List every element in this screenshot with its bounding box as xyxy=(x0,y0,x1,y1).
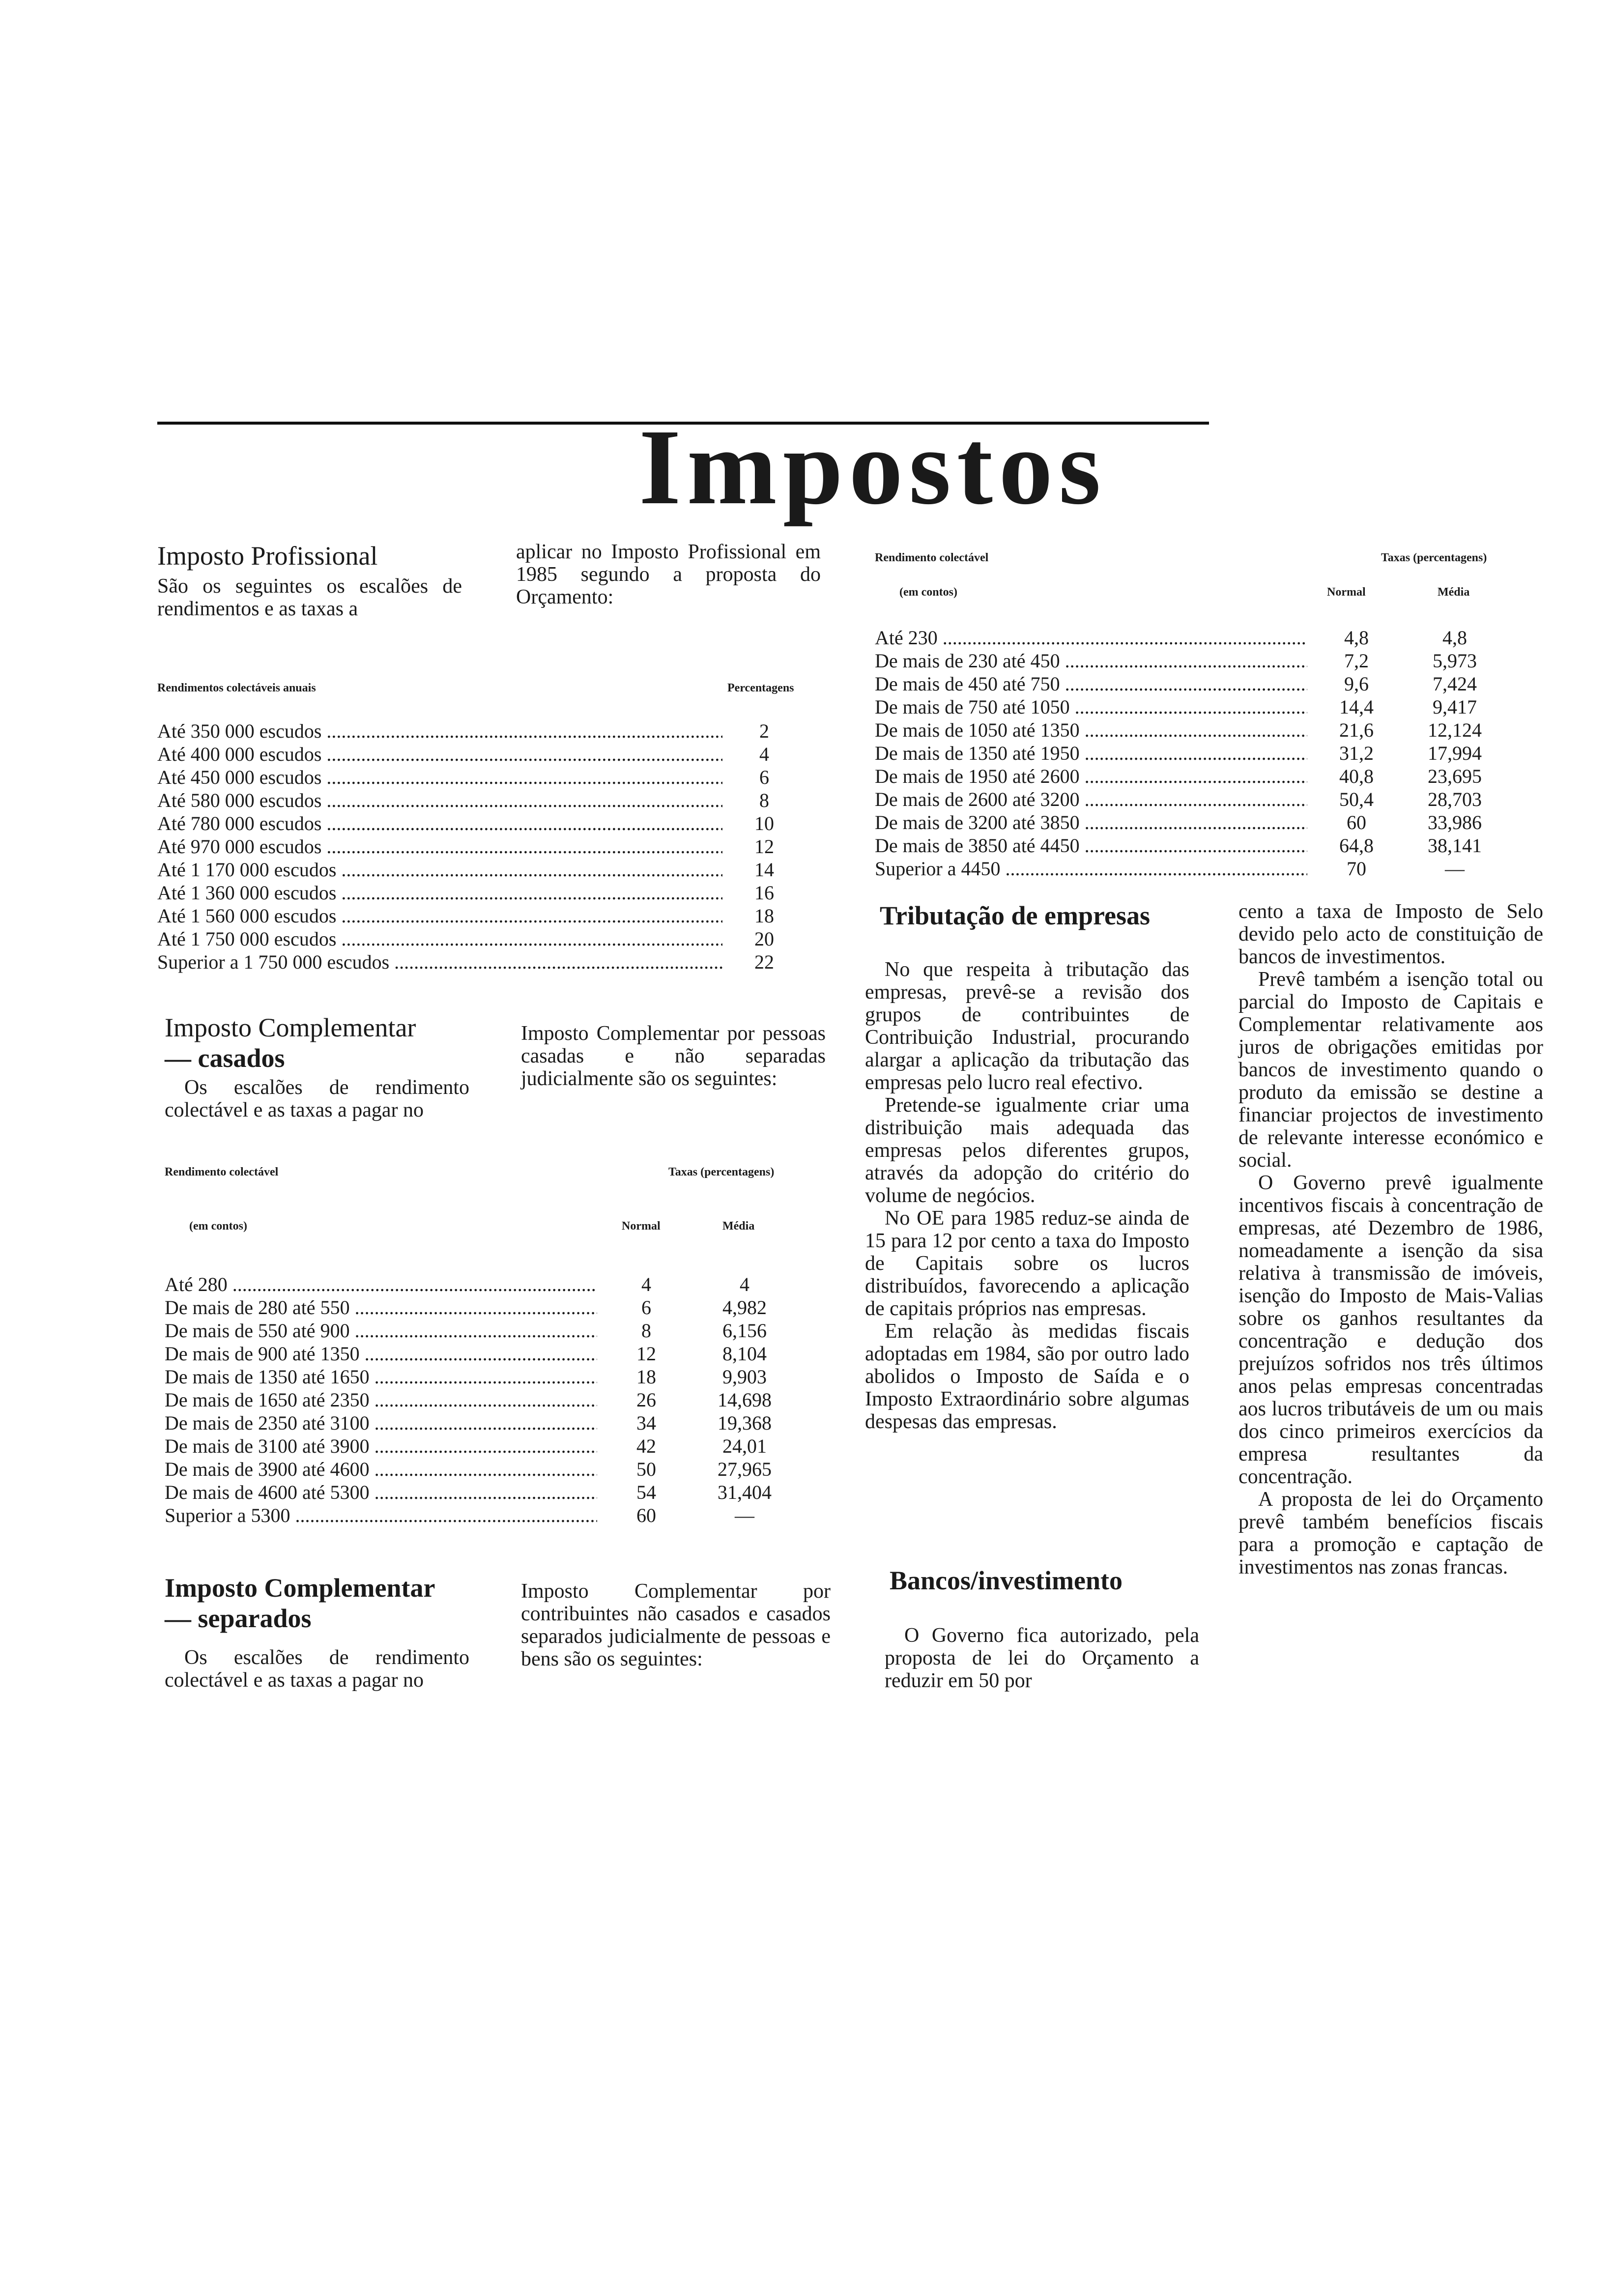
casados-row-media: 27,965 xyxy=(718,1458,772,1480)
profissional-row-value: 8 xyxy=(759,789,769,811)
tabela3-row-normal: 31,2 xyxy=(1339,742,1374,764)
casados-row-media: 9,903 xyxy=(722,1366,767,1388)
casados-row xyxy=(165,1388,813,1411)
tabela3-row-label: Até 230 ..... xyxy=(875,626,1307,649)
tabela3-row-normal: 60 xyxy=(1347,811,1366,833)
col4-text xyxy=(1238,900,1543,1578)
tabela3-row-normal: 64,8 xyxy=(1339,834,1374,857)
empresas-p3: No OE para 1985 reduz-se ainda de 15 para 12 por cento a taxa do Imposto de Capitais sobre os lucros distribuídos, favorecendo a aplicação de capitais próprios nas empresas. xyxy=(865,1207,1189,1320)
profissional-intro-right: aplicar no Imposto Profissional em 1985 segundo a proposta do Orçamento: xyxy=(516,541,821,608)
tabela3-row-normal: 70 xyxy=(1347,858,1366,880)
casados-row-label: De mais de 2350 até 3100 ..... xyxy=(165,1411,597,1435)
tabela3-row-media: 12,124 xyxy=(1428,719,1482,741)
tabela3-col-media: Média xyxy=(1438,586,1470,599)
casados-row-label: De mais de 280 até 550 ..... xyxy=(165,1296,597,1319)
casados-row-media: 31,404 xyxy=(718,1481,772,1503)
separados-title-1: Imposto Complementar xyxy=(165,1573,435,1603)
casados-row xyxy=(165,1342,813,1365)
bancos-title: Bancos/investimento xyxy=(890,1566,1123,1595)
casados-row-normal: 34 xyxy=(636,1412,656,1434)
tabela3-row-normal: 4,8 xyxy=(1344,627,1369,649)
casados-intro-left: Os escalões de rendimento colectável e as taxas a pagar no xyxy=(165,1076,469,1121)
tabela3-row-label: Superior a 4450 ..... xyxy=(875,857,1307,880)
casados-row-label: De mais de 4600 até 5300 ..... xyxy=(165,1481,597,1504)
col4-p2: Prevê também a isenção total ou parcial do Imposto de Capitais e Complementar relativamente aos juros de obrigações emitidas por bancos de investimento quando o produto da emissão se destine a financiar projectos de investimento de relevante interesse económico e social. xyxy=(1238,968,1543,1172)
tabela3-row xyxy=(875,695,1504,718)
profissional-row-value: 20 xyxy=(754,928,774,950)
tabela3-row xyxy=(875,857,1504,880)
casados-row-media: 8,104 xyxy=(722,1343,767,1365)
profissional-row xyxy=(157,743,816,766)
casados-row-normal: 12 xyxy=(636,1343,656,1365)
tabela3-col-normal: Normal xyxy=(1327,586,1366,599)
tabela3-row-media: — xyxy=(1445,858,1465,880)
tabela3-row-media: 4,8 xyxy=(1442,627,1467,649)
tabela3-row-label: De mais de 3850 até 4450 ..... xyxy=(875,834,1307,857)
tabela3-row-label: De mais de 450 até 750 ..... xyxy=(875,672,1307,695)
profissional-row-value: 10 xyxy=(754,812,774,834)
casados-row-normal: 26 xyxy=(636,1389,656,1411)
bancos-p1: O Governo fica autorizado, pela proposta de lei do Orçamento a reduzir em 50 por xyxy=(885,1624,1199,1692)
casados-row-media: 24,01 xyxy=(722,1435,767,1457)
tabela3-row xyxy=(875,626,1504,649)
profissional-title: Imposto Profissional xyxy=(157,541,378,571)
casados-row xyxy=(165,1296,813,1319)
casados-row-media: 4 xyxy=(740,1273,749,1295)
casados-row-media: 19,368 xyxy=(718,1412,772,1434)
profissional-row-label: Até 1 360 000 escudos ..... xyxy=(157,881,722,904)
casados-row-normal: 4 xyxy=(641,1273,651,1295)
tabela3-row-media: 33,986 xyxy=(1428,811,1482,833)
profissional-row-label: Até 780 000 escudos ..... xyxy=(157,812,722,835)
casados-row-media: 14,698 xyxy=(718,1389,772,1411)
profissional-row-label: Até 970 000 escudos ..... xyxy=(157,835,722,858)
casados-row-label: De mais de 3100 até 3900 ..... xyxy=(165,1435,597,1458)
tabela3-row-normal: 40,8 xyxy=(1339,765,1374,787)
tabela3-row-label: De mais de 2600 até 3200 ..... xyxy=(875,788,1307,811)
tabela3-row-label: De mais de 3200 até 3850 ..... xyxy=(875,811,1307,834)
tabela3-row-media: 5,973 xyxy=(1433,650,1477,672)
masthead-title: Impostos xyxy=(639,407,1107,527)
tabela3-row-normal: 50,4 xyxy=(1339,788,1374,810)
tabela3-row xyxy=(875,811,1504,834)
tabela3-row-normal: 7,2 xyxy=(1344,650,1369,672)
col4-p1: cento a taxa de Imposto de Selo devido pelo acto de constituição de bancos de investimentos. xyxy=(1238,900,1543,968)
casados-title-1: Imposto Complementar xyxy=(165,1013,416,1042)
profissional-row-label: Até 350 000 escudos ..... xyxy=(157,719,722,743)
casados-row-normal: 60 xyxy=(636,1504,656,1526)
casados-row xyxy=(165,1435,813,1458)
profissional-row-value: 12 xyxy=(754,835,774,858)
separados-intro-right: Imposto Complementar por contribuintes não casados e casados separados judicialmente de pessoas e bens são os seguintes: xyxy=(521,1580,831,1670)
col4-p4: A proposta de lei do Orçamento prevê também benefícios fiscais para a promoção e captação de investimentos nas zonas francas. xyxy=(1238,1488,1543,1578)
casados-row-label: De mais de 1350 até 1650 ..... xyxy=(165,1365,597,1388)
casados-row-normal: 42 xyxy=(636,1435,656,1457)
tabela3-row-label: De mais de 1950 até 2600 ..... xyxy=(875,765,1307,788)
tabela3-row xyxy=(875,788,1504,811)
casados-row xyxy=(165,1458,813,1481)
tabela3-row xyxy=(875,834,1504,857)
tabela3-row-label: De mais de 750 até 1050 ..... xyxy=(875,695,1307,718)
casados-row xyxy=(165,1481,813,1504)
tabela3-row xyxy=(875,672,1504,695)
casados-row-normal: 18 xyxy=(636,1366,656,1388)
profissional-row-value: 22 xyxy=(754,951,774,973)
tabela3-row xyxy=(875,742,1504,765)
casados-intro-right: Imposto Complementar por pessoas casadas e não separadas judicialmente são os seguintes: xyxy=(521,1022,826,1090)
tabela3-col-taxas: Taxas (percentagens) xyxy=(1381,551,1487,564)
col4-p3: O Governo prevê igualmente incentivos fiscais à concentração de empresas, até Dezembro de 1986, nomeadamente a isenção da sisa relativa à transmissão de imóveis, isenção do Imposto de Mais-Valias sobre os ganhos resultantes da concentração e dedução dos prejuízos sofridos nos três últimos anos pelas empresas concentradas aos lucros tributáveis de um ou mais dos cinco primeiros exercícios da empresa resultantes da concentração. xyxy=(1238,1172,1543,1488)
tabela3-row xyxy=(875,765,1504,788)
tabela3-row-normal: 21,6 xyxy=(1339,719,1374,741)
profissional-row xyxy=(157,719,816,743)
casados-title-2: — casados xyxy=(165,1043,285,1073)
tabela3-row-media: 23,695 xyxy=(1428,765,1482,787)
profissional-row xyxy=(157,927,816,950)
profissional-row xyxy=(157,904,816,927)
profissional-row xyxy=(157,789,816,812)
profissional-table xyxy=(157,719,816,974)
tabela3-row-media: 38,141 xyxy=(1428,834,1482,857)
casados-row-label: De mais de 3900 até 4600 ..... xyxy=(165,1458,597,1481)
empresas-p4: Em relação às medidas fiscais adoptadas em 1984, são por outro lado abolidos o Imposto de Saída e o Imposto Extraordinário sobre algumas despesas das empresas. xyxy=(865,1320,1189,1433)
casados-table xyxy=(165,1273,813,1527)
profissional-row-value: 18 xyxy=(754,905,774,927)
profissional-row-label: Até 1 750 000 escudos ..... xyxy=(157,927,722,950)
casados-row xyxy=(165,1504,813,1527)
profissional-row-value: 4 xyxy=(759,743,769,765)
profissional-row-label: Até 400 000 escudos ..... xyxy=(157,743,722,766)
tabela3-table xyxy=(875,626,1504,880)
casados-row-normal: 50 xyxy=(636,1458,656,1480)
tabela3-row-normal: 14,4 xyxy=(1339,696,1374,718)
casados-row-label: Até 280 ..... xyxy=(165,1273,597,1296)
profissional-row xyxy=(157,766,816,789)
profissional-row-label: Até 1 560 000 escudos ..... xyxy=(157,904,722,927)
separados-title-2: — separados xyxy=(165,1604,312,1633)
casados-col-media: Média xyxy=(722,1220,755,1233)
tabela3-row-label: De mais de 1350 até 1950 ..... xyxy=(875,742,1307,765)
profissional-row-value: 2 xyxy=(759,720,769,742)
casados-row xyxy=(165,1411,813,1435)
profissional-row-label: Até 450 000 escudos ..... xyxy=(157,766,722,789)
casados-row-normal: 54 xyxy=(636,1481,656,1503)
casados-row-normal: 6 xyxy=(641,1296,651,1319)
profissional-row xyxy=(157,858,816,881)
tabela3-row-media: 9,417 xyxy=(1433,696,1477,718)
tabela3-row-normal: 9,6 xyxy=(1344,673,1369,695)
casados-row-media: 6,156 xyxy=(722,1320,767,1342)
profissional-row-label: Até 580 000 escudos ..... xyxy=(157,789,722,812)
tabela3-col-label: Rendimento colectável xyxy=(875,551,989,564)
tabela3-row-label: De mais de 230 até 450 ..... xyxy=(875,649,1307,672)
casados-row xyxy=(165,1365,813,1388)
casados-col-label: Rendimento colectável xyxy=(165,1166,279,1178)
profissional-col-value: Percentagens xyxy=(727,682,794,694)
tabela3-row-media: 28,703 xyxy=(1428,788,1482,810)
casados-row xyxy=(165,1273,813,1296)
casados-row-label: De mais de 900 até 1350 ..... xyxy=(165,1342,597,1365)
empresas-p2: Pretende-se igualmente criar uma distribuição mais adequada das empresas pelos diferentes grupos, através da adopção do critério do volume de negócios. xyxy=(865,1094,1189,1207)
casados-row-label: De mais de 550 até 900 ..... xyxy=(165,1319,597,1342)
casados-row-media: 4,982 xyxy=(722,1296,767,1319)
empresas-title: Tributação de empresas xyxy=(880,901,1150,930)
tabela3-row-label: De mais de 1050 até 1350 ..... xyxy=(875,718,1307,742)
casados-col-normal: Normal xyxy=(622,1220,661,1233)
profissional-row-label: Até 1 170 000 escudos ..... xyxy=(157,858,722,881)
tabela3-row xyxy=(875,718,1504,742)
casados-row-media: — xyxy=(735,1504,754,1526)
tabela3-col-unit: (em contos) xyxy=(899,586,957,599)
profissional-row-value: 6 xyxy=(759,766,769,788)
profissional-row xyxy=(157,881,816,904)
profissional-row-value: 16 xyxy=(754,882,774,904)
separados-intro-left: Os escalões de rendimento colectável e as taxas a pagar no xyxy=(165,1646,469,1692)
casados-row-label: De mais de 1650 até 2350 ..... xyxy=(165,1388,597,1411)
profissional-row-value: 14 xyxy=(754,859,774,881)
casados-row-label: Superior a 5300 ..... xyxy=(165,1504,597,1527)
profissional-row-label: Superior a 1 750 000 escudos ..... xyxy=(157,950,722,974)
casados-row xyxy=(165,1319,813,1342)
profissional-row xyxy=(157,950,816,974)
profissional-row xyxy=(157,835,816,858)
tabela3-row-media: 17,994 xyxy=(1428,742,1482,764)
tabela3-row-media: 7,424 xyxy=(1433,673,1477,695)
profissional-col-label: Rendimentos colectáveis anuais xyxy=(157,682,316,694)
profissional-intro-left: São os seguintes os escalões de rendimentos e as taxas a xyxy=(157,575,462,620)
empresas-p1: No que respeita à tributação das empresas, prevê-se a revisão dos grupos de contribuintes de Contribuição Industrial, procurando alargar a aplicação da tributação das empresas pelo lucro real efectivo. xyxy=(865,958,1189,1094)
profissional-row xyxy=(157,812,816,835)
tabela3-row xyxy=(875,649,1504,672)
casados-col-taxas: Taxas (percentagens) xyxy=(668,1166,775,1178)
casados-row-normal: 8 xyxy=(641,1320,651,1342)
empresas-text xyxy=(865,958,1189,1433)
casados-col-unit: (em contos) xyxy=(189,1220,247,1233)
